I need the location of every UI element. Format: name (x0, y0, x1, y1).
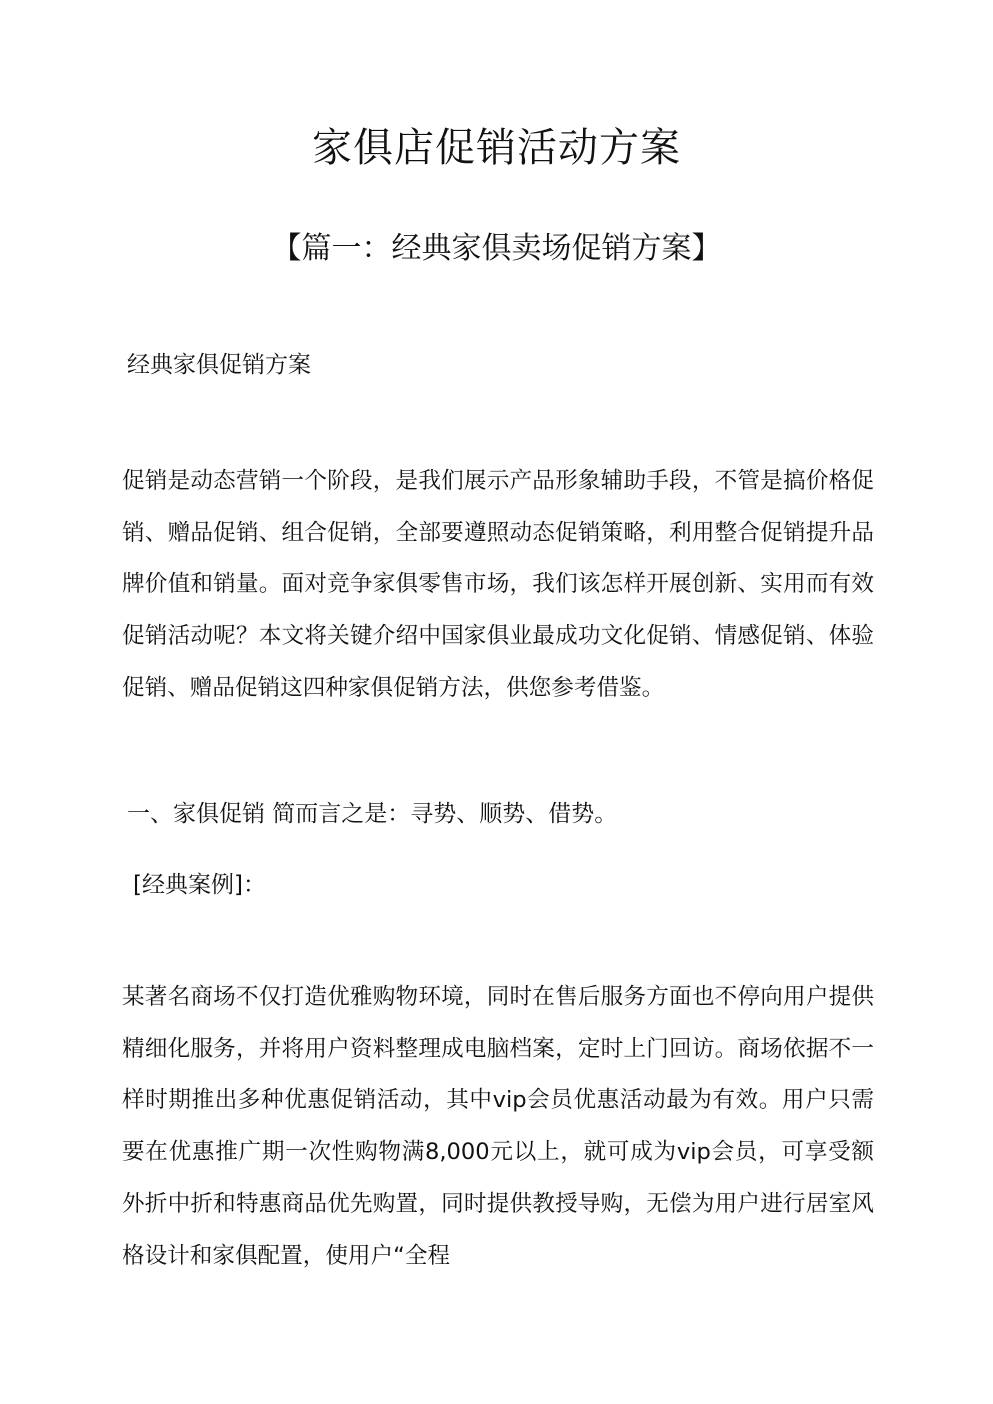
document-title: 家俱店促销活动方案 (312, 125, 681, 171)
paragraph-intro: 促销是动态营销一个阶段，是我们展示产品形象辅助手段，不管是搞价格促销、赠品促销、组合促销，全部要遵照动态促销策略，利用整合促销提升品牌价值和销量。面对竞争家俱零售市场，我们该怎样开展创新、实用而有效促销活动呢？本文将关键介绍中国家俱业最成功文化促销、情感促销、体验促销、赠品促销这四种家俱促销方法，供您参考借鉴。 (122, 468, 874, 701)
document-subtitle: 【篇一：经典家俱卖场促销方案】 (271, 231, 722, 266)
section-one-heading: 一、家俱促销 简而言之是：寻势、顺势、借势。 (127, 801, 618, 827)
paragraph-case: 某著名商场不仅打造优雅购物环境，同时在售后服务方面也不停向用户提供精细化服务，并将用户资料整理成电脑档案，定时上门回访。商场依据不一样时期推出多种优惠促销活动，其中vip会员优惠活动最为有效。用户只需要在优惠推广期一次性购物满8,000元以上，就可成为vip会员，可享受额外折中折和特惠商品优先购置，同时提供教授导购，无偿为用户进行居室风格设计和家俱配置，使用户“全程 (122, 984, 874, 1269)
case-label: [经典案例]： (133, 872, 266, 898)
section-heading: 经典家俱促销方案 (127, 352, 311, 378)
